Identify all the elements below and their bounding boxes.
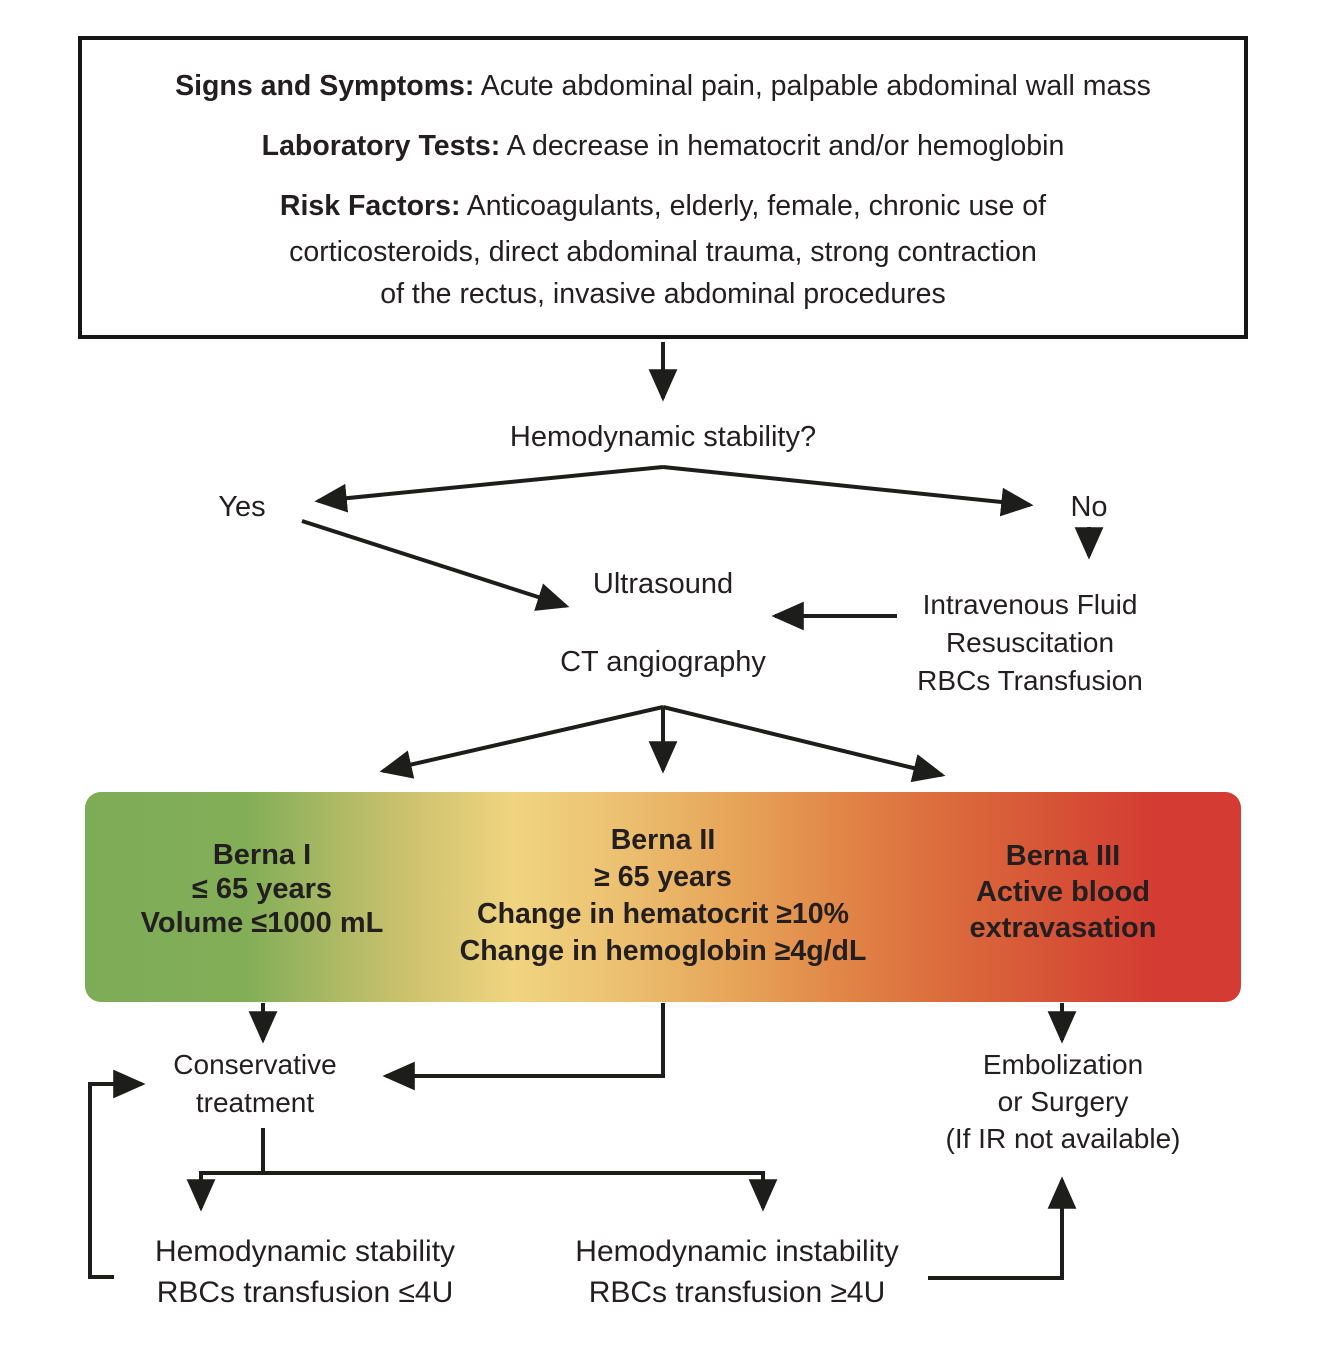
node-ultrasound: Ultrasound — [592, 568, 734, 600]
edge-stability-loop-to-conservative — [90, 1084, 142, 1277]
info-label-labs: Laboratory Tests: — [261, 130, 501, 162]
info-label-risk: Risk Factors: — [279, 190, 461, 222]
edge-yes-to-imaging — [302, 521, 566, 606]
node-berna-1: Berna I ≤ 65 years Volume ≤1000 mL — [140, 839, 384, 939]
edge-question-to-no — [663, 467, 1030, 505]
edge-instability-to-embolization — [928, 1180, 1062, 1278]
branch-yes-label: Yes — [218, 491, 266, 523]
info-line-risk-cont1: corticosteroids, direct abdominal trauma, strong contraction — [289, 236, 1037, 268]
node-ct-angiography: CT angiography — [560, 646, 766, 678]
info-label-signs: Signs and Symptoms: — [175, 70, 475, 102]
node-hemodynamic-stability-4u: Hemodynamic stability RBCs transfusion ≤4U — [154, 1235, 456, 1309]
question-hemodynamic-stability: Hemodynamic stability? — [509, 421, 817, 453]
node-berna-3: Berna III Active blood extravasation — [969, 840, 1157, 944]
node-berna-2: Berna II ≥ 65 years Change in hematocrit ≥10% Change in hemoglobin ≥4g/dL — [459, 824, 867, 967]
info-line-risk-cont2: of the rectus, invasive abdominal procedures — [380, 278, 946, 310]
edge-berna2-to-conservative — [386, 1003, 663, 1076]
branch-no-label: No — [1070, 491, 1108, 523]
edge-ct-to-berna3 — [663, 707, 942, 775]
info-line-signs: Signs and Symptoms: Acute abdominal pain, palpable abdominal wall mass — [175, 70, 1151, 102]
node-iv-resuscitation: Intravenous Fluid Resuscitation RBCs Transfusion — [917, 589, 1143, 696]
node-conservative-treatment: Conservative treatment — [173, 1049, 337, 1118]
node-embolization-surgery: Embolization or Surgery (If IR not available) — [945, 1049, 1181, 1154]
info-line-labs: Laboratory Tests: A decrease in hematocrit and/or hemoglobin — [261, 130, 1065, 162]
info-box — [78, 36, 1248, 339]
info-line-risk: Risk Factors: Anticoagulants, elderly, female, chronic use of — [279, 190, 1047, 222]
edge-question-to-yes — [318, 467, 663, 501]
node-hemodynamic-instability-4u: Hemodynamic instability RBCs transfusion ≥4U — [575, 1235, 899, 1309]
edge-ct-to-berna1 — [383, 707, 663, 771]
